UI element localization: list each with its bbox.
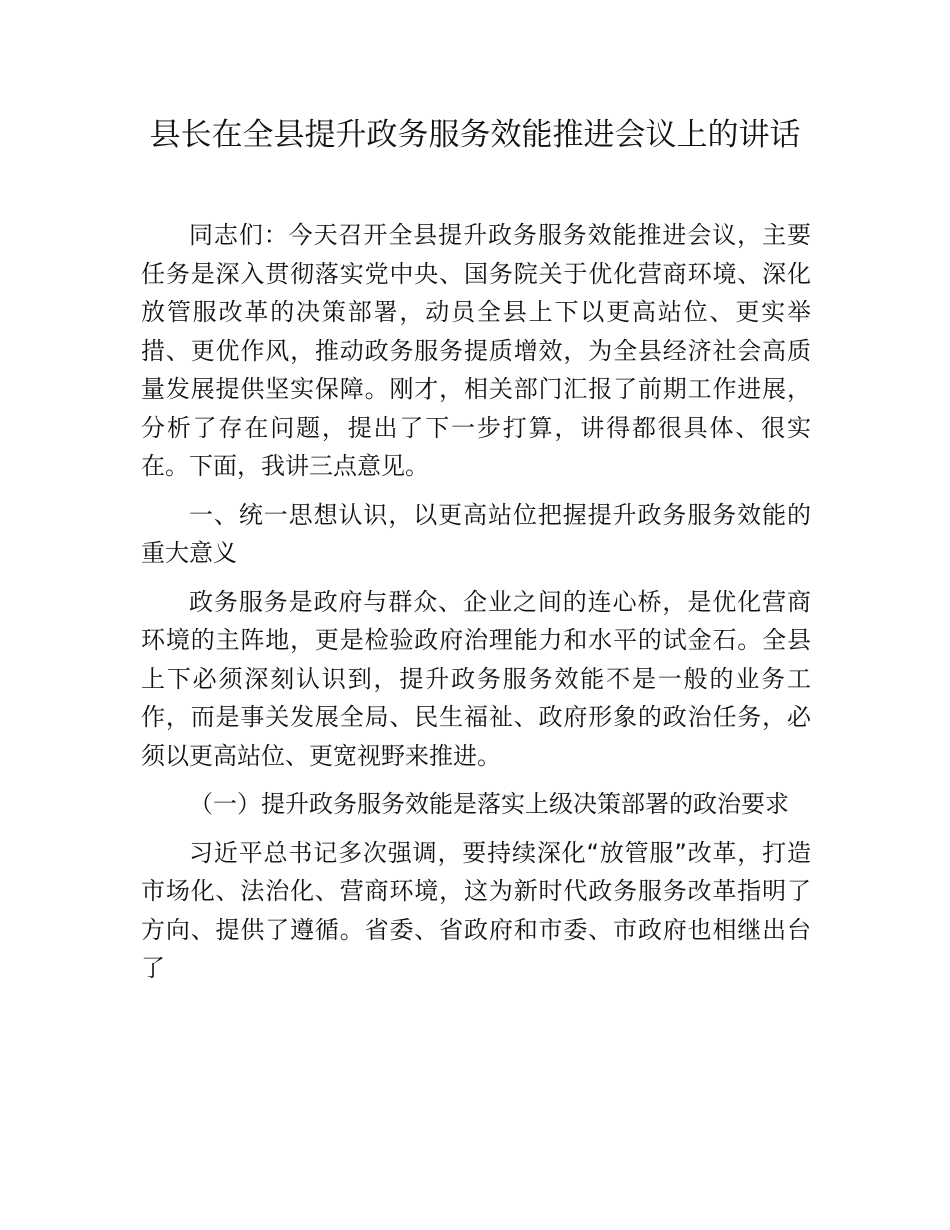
document-body (141, 216, 811, 998)
subsection-heading-one: （一）提升政务服务效能是落实上级决策部署的政治要求 (189, 790, 789, 818)
paragraph-opening: 同志们：今天召开全县提升政务服务效能推进会议，主要任务是深入贯彻落实党中央、国务院关于优化营商环境、深化放管服改革的决策部署，动员全县上下以更高站位、更实举措、更优作风，推动政务服务提质增效，为全县经济社会高质量发展提供坚实保障。刚才，相关部门汇报了前期工作进展，分析了存在问题，提出了下一步打算，讲得都很具体、很实在。下面，我讲三点意见。 (141, 221, 811, 480)
paragraph-section-one: 政务服务是政府与群众、企业之间的连心桥，是优化营商环境的主阵地，更是检验政府治理能力和水平的试金石。全县上下必须深刻认识到，提升政务服务效能不是一般的业务工作，而是事关发展全局、民生福祉、政府形象的政治任务，必须以更高站位、更宽视野来推进。 (141, 587, 811, 770)
section-heading-one: 一、统一思想认识，以更高站位把握提升政务服务效能的重大意义 (141, 500, 811, 567)
document-title: 县长在全县提升政务服务效能推进会议上的讲话 (149, 117, 801, 153)
paragraph-subsection-one: 习近平总书记多次强调，要持续深化“放管服”改革，打造市场化、法治化、营商环境，这为新时代政务服务改革指明了方向、提供了遵循。省委、省政府和市委、市政府也相继出台了 (141, 838, 811, 982)
